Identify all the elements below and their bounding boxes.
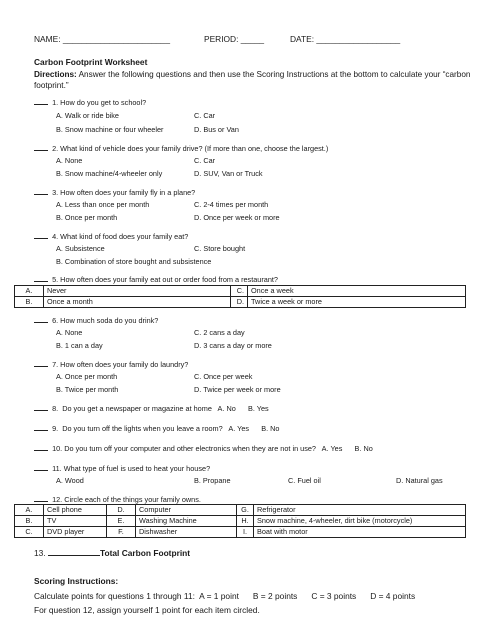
question-1 (34, 97, 146, 107)
question-text: 3. How often does your family fly in a plane? (52, 188, 196, 197)
item-text[interactable]: TV (44, 516, 107, 527)
option: D. 3 cans a day or more (194, 341, 272, 350)
question-5-options-table (14, 285, 466, 308)
option: B. Propane (194, 476, 231, 485)
answer-blank[interactable] (34, 359, 48, 367)
option: D. Natural gas (396, 476, 443, 485)
period-field: PERIOD: _____ (204, 34, 265, 44)
question-text: 12. Circle each of the things your family owns. (52, 495, 201, 504)
worksheet-title: Carbon Footprint Worksheet (34, 57, 148, 67)
table-row (15, 516, 466, 527)
item-letter: B. (15, 516, 44, 527)
question-2 (34, 143, 328, 153)
item-text[interactable]: Dishwasher (136, 527, 237, 538)
answer-blank[interactable] (34, 143, 48, 151)
option: C. Fuel oil (288, 476, 321, 485)
question-11 (34, 463, 210, 473)
question-text: 10. Do you turn off your computer and other electronics when they are not in use? A. Yes B. No (52, 444, 373, 453)
answer-blank[interactable] (34, 423, 48, 431)
question-text: 1. How do you get to school? (52, 98, 147, 107)
question-9 (34, 423, 279, 433)
option: A. Subsistence (56, 244, 105, 253)
option-text: Never (44, 286, 231, 297)
option: C. Store bought (194, 244, 246, 253)
option: D. Bus or Van (194, 125, 239, 134)
question-text: 7. How often does your family do laundry? (52, 360, 189, 369)
option: C. Once per week (194, 372, 253, 381)
item-letter: A. (15, 505, 44, 516)
question-3 (34, 187, 195, 197)
question-text: 4. What kind of food does your family eat? (52, 232, 189, 241)
question-7 (34, 359, 188, 369)
question-6 (34, 315, 158, 325)
question-text: 6. How much soda do you drink? (52, 316, 159, 325)
question-8 (34, 403, 269, 413)
item-text[interactable]: Snow machine, 4-wheeler, dirt bike (motorcycle) (254, 516, 466, 527)
option: B. Twice per month (56, 385, 119, 394)
option: A. Less than once per month (56, 200, 150, 209)
option: A. Once per month (56, 372, 118, 381)
item-letter: I. (237, 527, 254, 538)
item-letter: E. (107, 516, 136, 527)
table-row (15, 286, 466, 297)
answer-blank[interactable] (34, 443, 48, 451)
name-field: NAME: _______________________ (34, 34, 170, 44)
option: D. Once per week or more (194, 213, 280, 222)
directions-text: Answer the following questions and then use the Scoring Instructions at the bottom to calculate your “carbon footprint.” (34, 70, 471, 90)
option: C. 2-4 times per month (194, 200, 269, 209)
question-text: 2. What kind of vehicle does your family drive? (If more than one, choose the largest.) (52, 144, 329, 153)
option: B. Snow machine/4-wheeler only (56, 169, 163, 178)
directions (34, 69, 474, 91)
scoring-heading: Scoring Instructions: (34, 576, 119, 586)
option: B. Once per month (56, 213, 118, 222)
option-letter: A. (15, 286, 44, 297)
total-blank[interactable] (48, 547, 100, 556)
option-letter: D. (231, 297, 248, 308)
answer-blank[interactable] (34, 231, 48, 239)
option: B. Snow machine or four wheeler (56, 125, 164, 134)
item-letter: F. (107, 527, 136, 538)
directions-label: Directions: (34, 70, 77, 79)
option-text: Twice a week or more (248, 297, 466, 308)
total-number: 13. (34, 548, 46, 558)
option: A. None (56, 328, 83, 337)
answer-blank[interactable] (34, 187, 48, 195)
option: C. 2 cans a day (194, 328, 245, 337)
option: A. Walk or ride bike (56, 111, 119, 120)
option: B. 1 can a day (56, 341, 103, 350)
option: D. SUV, Van or Truck (194, 169, 263, 178)
item-letter: G. (237, 505, 254, 516)
item-text[interactable]: Washing Machine (136, 516, 237, 527)
question-text: 11. What type of fuel is used to heat your house? (52, 464, 211, 473)
total-label: Total Carbon Footprint (99, 548, 191, 558)
option: A. Wood (56, 476, 84, 485)
item-text[interactable]: Refrigerator (254, 505, 466, 516)
total-carbon-footprint (34, 547, 190, 558)
question-5 (34, 274, 278, 284)
question-4 (34, 231, 188, 241)
item-letter: C. (15, 527, 44, 538)
option: C. Car (194, 111, 216, 120)
question-text: 9. Do you turn off the lights when you leave a room? A. Yes B. No (52, 424, 280, 433)
option: D. Twice per week or more (194, 385, 281, 394)
question-text: 8. Do you get a newspaper or magazine at home A. No B. Yes (52, 404, 269, 413)
question-12 (34, 494, 201, 504)
answer-blank[interactable] (34, 315, 48, 323)
date-field: DATE: __________________ (290, 34, 401, 44)
item-text[interactable]: Boat with motor (254, 527, 466, 538)
item-letter: H. (237, 516, 254, 527)
answer-blank[interactable] (34, 494, 48, 502)
question-12-items-table (14, 504, 466, 538)
answer-blank[interactable] (34, 463, 48, 471)
answer-blank[interactable] (34, 274, 48, 282)
option-letter: B. (15, 297, 44, 308)
item-text[interactable]: Cell phone (44, 505, 107, 516)
option-text: Once a month (44, 297, 231, 308)
question-text: 5. How often does your family eat out or order food from a restaurant? (52, 275, 278, 284)
answer-blank[interactable] (34, 403, 48, 411)
scoring-line-2: For question 12, assign yourself 1 point for each item circled. (34, 605, 260, 615)
option: A. None (56, 156, 83, 165)
option-letter: C. (231, 286, 248, 297)
item-text[interactable]: Computer (136, 505, 237, 516)
option: B. Combination of store bought and subsistence (56, 257, 212, 266)
item-text[interactable]: DVD player (44, 527, 107, 538)
table-row (15, 527, 466, 538)
item-letter: D. (107, 505, 136, 516)
scoring-line-1: Calculate points for questions 1 through 11: A = 1 point B = 2 points C = 3 points D = 4 points (34, 591, 416, 601)
table-row (15, 505, 466, 516)
question-10 (34, 443, 373, 453)
answer-blank[interactable] (34, 97, 48, 105)
option-text: Once a week (248, 286, 466, 297)
table-row (15, 297, 466, 308)
option: C. Car (194, 156, 216, 165)
